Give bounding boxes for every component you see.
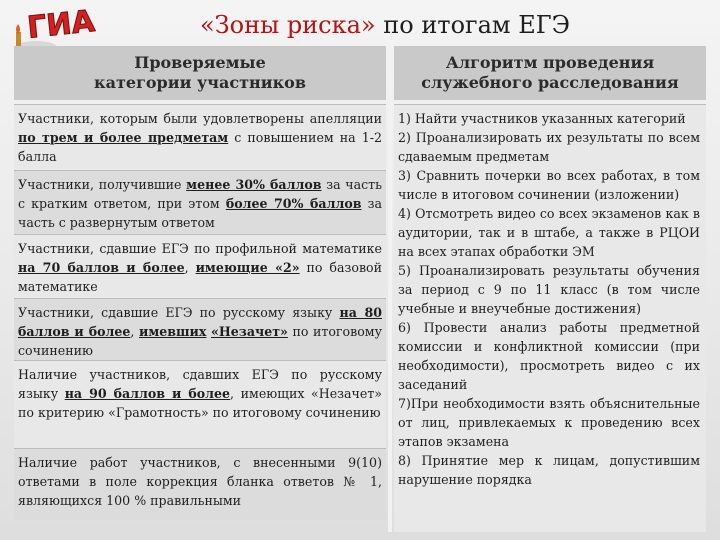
- algorithm-step: 5) Проанализировать результаты обучения за период с 9 по 11 класс (в том числе учебные и внеучебные достижения): [398, 263, 700, 316]
- title-accent: «Зоны риска»: [200, 11, 376, 39]
- category-emphasis: на 80 баллов и более: [18, 305, 382, 339]
- algorithm-header-line1: Алгоритм проведения: [445, 53, 655, 72]
- category-row: [14, 448, 386, 520]
- algorithm-step: 1) Найти участников указанных категорий: [398, 111, 686, 126]
- algorithm-step: 7)При необходимости взять объяснительные от лиц, привлекаемых к проведению всех этапов экзамена: [398, 396, 700, 449]
- category-text: , имеющих «Незачет» по критерию «Грамотность» по итоговому сочинению: [18, 386, 382, 420]
- algorithm-step: 3) Сравнить почерки во всех работах, в том числе в итоговом сочинении (изложении): [398, 168, 700, 202]
- algorithm-step: 6) Провести анализ работы предметной комиссии и конфликтной комиссии (при необходимости), просмотреть видео с их заседаний: [398, 320, 700, 392]
- category-emphasis: более 70% баллов: [225, 196, 362, 211]
- category-text: по базовой математике: [18, 260, 383, 294]
- category-text: ,: [184, 260, 196, 275]
- page-title: [150, 10, 620, 40]
- categories-header-line2: категории участников: [94, 73, 306, 92]
- algorithm-header: [394, 46, 706, 100]
- category-text: ,: [130, 324, 139, 339]
- title-rest: по итогам ЕГЭ: [375, 11, 570, 39]
- category-row: [14, 234, 386, 298]
- categories-list: [14, 104, 386, 520]
- categories-column: [14, 46, 386, 532]
- algorithm-column: [394, 46, 706, 532]
- algorithm-step: 2) Проанализировать их результаты по всем сдаваемым предметам: [398, 130, 700, 164]
- algorithm-step: 8) Принятие мер к лицам, допустившим нарушение порядка: [398, 453, 700, 487]
- category-row: [14, 104, 386, 170]
- category-text: по итоговому сочинению: [18, 324, 382, 358]
- category-emphasis: имевших: [138, 324, 207, 339]
- category-text: Участники, сдавшие ЕГЭ по профильной математике: [18, 241, 382, 256]
- category-text: Участники, получившие: [18, 177, 187, 192]
- category-text: Участники, которым были удовлетворены апелляции: [18, 111, 382, 126]
- category-emphasis: имеющие «2»: [195, 260, 300, 275]
- category-emphasis: на 90 баллов и более: [64, 386, 231, 401]
- category-text: Участники, сдавшие ЕГЭ по русскому языку: [18, 305, 340, 320]
- category-text: за часть с развернутым ответом: [18, 196, 382, 230]
- category-emphasis: менее 30% баллов: [186, 177, 322, 192]
- category-emphasis: на 70 баллов и более: [18, 260, 185, 275]
- algorithm-header-line2: служебного расследования: [421, 73, 679, 92]
- categories-header: [14, 46, 386, 100]
- categories-header-line1: Проверяемые: [134, 53, 266, 72]
- algorithm-steps: [394, 104, 706, 532]
- category-emphasis: «Незачет»: [211, 324, 288, 339]
- column-divider: [388, 46, 392, 532]
- algorithm-step: 4) Отсмотреть видео со всех экзаменов как в аудитории, так и в штабе, а также в РЦОИ на всех этапах обработки ЭМ: [398, 206, 700, 259]
- logo-text: ГИА: [25, 3, 96, 46]
- category-emphasis: по трем и более предметам: [18, 130, 229, 145]
- category-text: Наличие работ участников, с внесенными 9(10) ответами в поле коррекция бланка ответов № 1, являющихся 100 % правильными: [18, 455, 382, 508]
- category-row: [14, 360, 386, 448]
- category-row: [14, 298, 386, 360]
- category-text: с повышением на 1-2 балла: [18, 130, 382, 164]
- category-row: [14, 170, 386, 234]
- risk-zones-table: [14, 46, 706, 532]
- category-text: за часть с кратким ответом, при этом: [18, 177, 382, 211]
- category-text: Наличие участников, сдавших ЕГЭ по русскому языку: [18, 367, 382, 401]
